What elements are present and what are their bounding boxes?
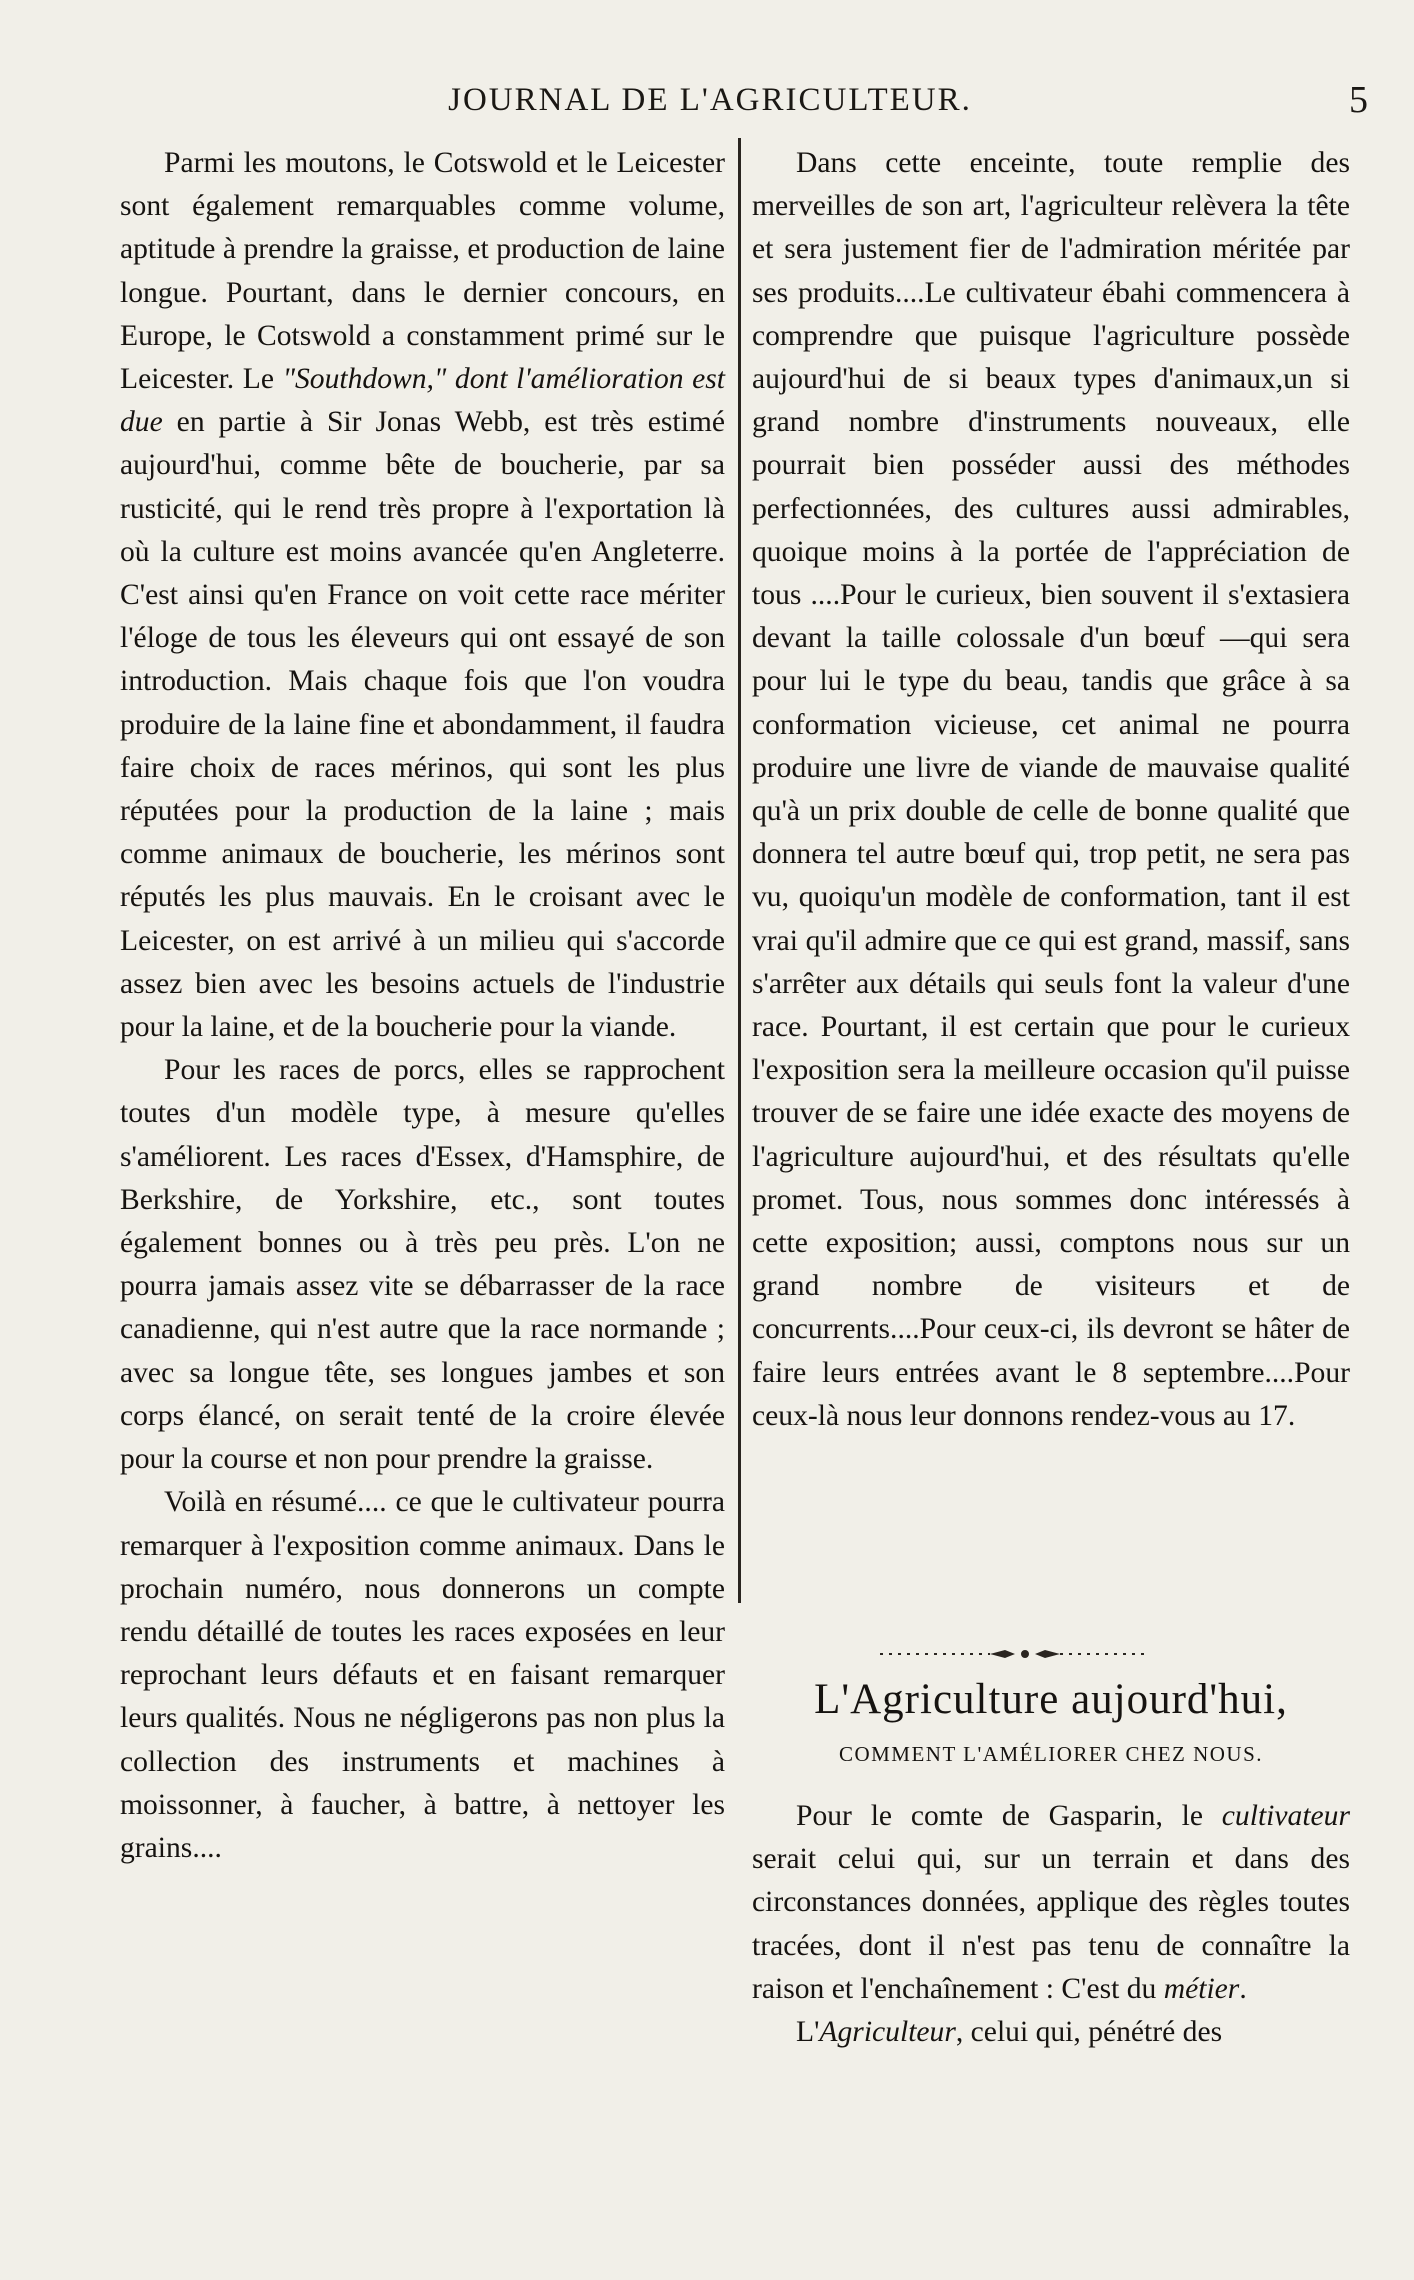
running-header-title: JOURNAL DE L'AGRICULTEUR.: [448, 82, 972, 118]
paragraph-sheep: [120, 142, 725, 1049]
article-paragraph-1: [752, 1795, 1350, 2011]
paragraph-sheep-text-a: Parmi les moutons, le Cotswold et le Leicester sont également remarquables comme volume, aptitude à prendre la graisse, et production de laine longue. Pourtant, dans le dernier concours, en Europe, le Cotswold a constamment primé sur le Leicester. Le: [120, 147, 725, 396]
article-p2-b: , celui qui, pénétré des: [955, 2016, 1223, 2049]
paragraph-pigs: Pour les races de porcs, elles se rapprochent toutes d'un modèle type, à mesure qu'elles s'améliorent. Les races d'Essex, d'Hamsphire, de Berkshire, de Yorkshire, etc., sont toutes également bonnes ou à très peu près. L'on ne pourra jamais assez vite se débarrasser de la race canadienne, qui n'est autre que la race normande ; avec sa longue tête, ses longues jambes et son corps élancé, on serait tenté de la croire élevée pour la course et non pour prendre la graisse.: [120, 1054, 725, 1476]
paragraph-summary: Voilà en résumé.... ce que le cultivateur pourra remarquer à l'exposition comme animaux. Dans le prochain numéro, nous donnerons un compte rendu détaillé de toutes les races exposées en leur reprochant leurs défauts et en faisant remarquer leurs qualités. Nous ne négligerons pas non plus la collection des instruments et machines à moissonner, à faucher, à battre, à nettoyer les grains....: [120, 1486, 725, 1864]
article-p2-italic-agriculteur: Agriculteur: [819, 2016, 956, 2049]
left-column: [120, 142, 725, 1870]
column-divider: [738, 138, 741, 1603]
article-p1-b: serait celui qui, sur un terrain et dans des circonstances données, applique des règles toutes tracées, dont il n'est pas tenu de connaître la raison et l'enchaînement : C'est du: [752, 1843, 1350, 2005]
article-p1-c: .: [1239, 1972, 1247, 2005]
right-column: [752, 142, 1350, 1438]
article-title: L'Agriculture aujourd'hui,: [814, 1676, 1288, 1723]
article-p1-a: Pour le comte de Gasparin, le: [796, 1800, 1222, 1832]
article-p1-italic-cultivateur: cultivateur: [1221, 1800, 1350, 1832]
article-subtitle: COMMENT L'AMÉLIORER CHEZ NOUS.: [838, 1742, 1264, 1766]
article-p2-a: L': [796, 2016, 820, 2049]
paragraph-exposition: Dans cette enceinte, toute remplie des merveilles de son art, l'agriculteur relèvera la tête et sera justement fier de l'admiration méritée par ses produits....Le cultivateur ébahi commencera à comprendre que puisque l'agriculture possède aujourd'hui de si beaux types d'animaux,un si grand nombre d'instruments nouveaux, elle pourrait bien posséder aussi des méthodes perfectionnées, des cultures aussi admirables, quoique moins à la portée de l'appréciation de tous ....Pour le curieux, bien souvent il s'extasiera devant la taille colossale d'un bœuf —qui sera pour lui le type du beau, tandis que grâce à sa conformation vicieuse, cet animal ne pourra produire une livre de viande de mauvaise qualité qu'à un prix double de celle de bonne qualité que donnera tel autre bœuf qui, trop petit, ne sera pas vu, quoiqu'un modèle de conformation, tant il est vrai qu'il admire que ce qui est grand, massif, sans s'arrêter aux détails qui seuls font la valeur d'une race. Pourtant, il est certain que pour le curieux l'exposition sera la meilleure occasion qu'il puisse trouver de se faire une idée exacte des moyens de l'agriculture aujourd'hui, et des résultats qu'elle promet. Tous, nous sommes donc intéressés à cette exposition; aussi, comptons nous sur un grand nombre de visiteurs et de concurrents....Pour ceux-ci, ils devront se hâter de faire leurs entrées avant le 8 septembre....Pour ceux-là nous leur donnons rendez-vous au 17.: [752, 147, 1350, 1432]
article-p1-italic-metier: métier: [1163, 1972, 1240, 2005]
article-paragraph-2: [752, 2011, 1350, 2054]
paragraph-sheep-text-b: en partie à Sir Jonas Webb, est très estimé aujourd'hui, comme bête de boucherie, par sa rusticité, qui le rend très propre à l'exportation là où la culture est moins avancée qu'en Angleterre. C'est ainsi qu'en France on voit cette race mériter l'éloge de tous les éleveurs qui ont essayé de son introduction. Mais chaque fois que l'on voudra produire de la laine fine et abondamment, il faudra faire choix de races mérinos, qui sont les plus réputées pour la production de la laine ; mais comme animaux de boucherie, les mérinos sont réputés les plus mauvais. En le croisant avec le Leicester, on est arrivé à un milieu qui s'accorde assez bien avec les besoins actuels de l'industrie pour la laine, et de la boucherie pour la viande.: [120, 406, 725, 1044]
page-number: 5: [1349, 79, 1368, 121]
ornamental-separator: [880, 1647, 1150, 1661]
article-body: [752, 1795, 1350, 2054]
paragraph-sheep-italic: "Southdown," dont l'amélioration est due: [120, 363, 725, 439]
